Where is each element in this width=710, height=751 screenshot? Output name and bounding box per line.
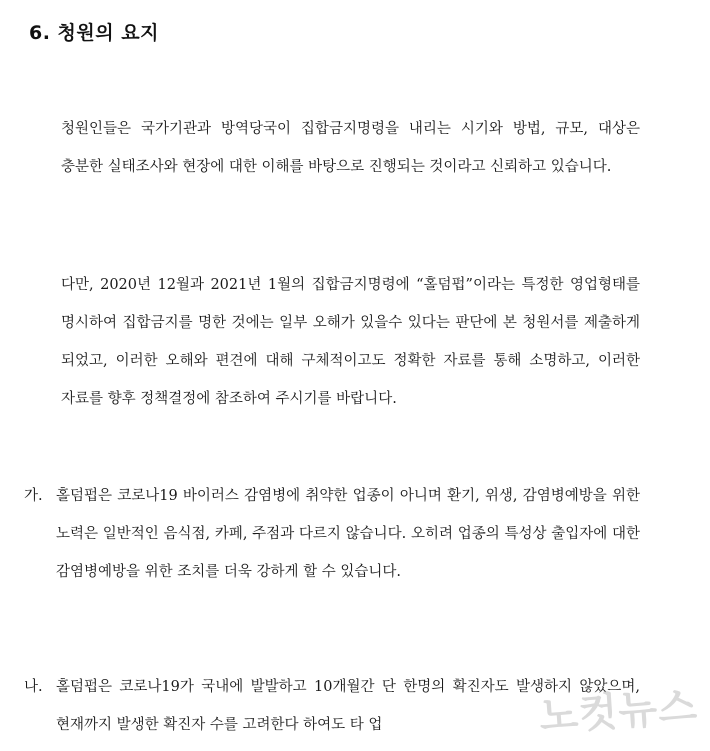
watermark-logo: 노컷뉴스 bbox=[538, 683, 700, 741]
list-marker: 가. bbox=[24, 488, 43, 504]
section-heading: 6. 청원의 요지 bbox=[29, 22, 159, 44]
list-marker: 나. bbox=[24, 679, 43, 695]
paragraph-trust: 청원인들은 국가기관과 방역당국이 집합금지명령을 내리는 시기와 방법, 규모, 대상은 충분한 실태조사와 현장에 대한 이해를 바탕으로 진행되는 것이라고 신뢰하고 있습니다. bbox=[61, 120, 640, 175]
list-item-text: 홀덤펍은 코로나19 바이러스 감염병에 취약한 업종이 아니며 환기, 위생, 감염병예방을 위한 노력은 일반적인 음식점, 카페, 주점과 다르지 않습니다. 오히려 업종의 특성상 출입자에 대한 감염병예방을 위한 조치를 더욱 강하게 할 수 있습니다. bbox=[56, 488, 640, 580]
list-item-ga bbox=[24, 477, 640, 591]
list-item-na bbox=[24, 668, 640, 744]
list-item-text: 홀덤펍은 코로나19가 국내에 발발하고 10개월간 단 한명의 확진자도 발생하지 않았으며, 현재까지 발생한 확진자 수를 고려한다 하여도 타 업 bbox=[56, 679, 640, 733]
paragraph-petition-reason: 다만, 2020년 12월과 2021년 1월의 집합금지명령에 “홀덤펍”이라는 특정한 영업형태를 명시하여 집합금지를 명한 것에는 일부 오해가 있을수 있다는 판단에 본 청원서를 제출하게 되었고, 이러한 오해와 편견에 대해 구체적이고도 정확한 자료를 통해 소명하고, 이러한 자료를 향후 정책결정에 참조하여 주시기를 바랍니다. bbox=[61, 276, 640, 407]
